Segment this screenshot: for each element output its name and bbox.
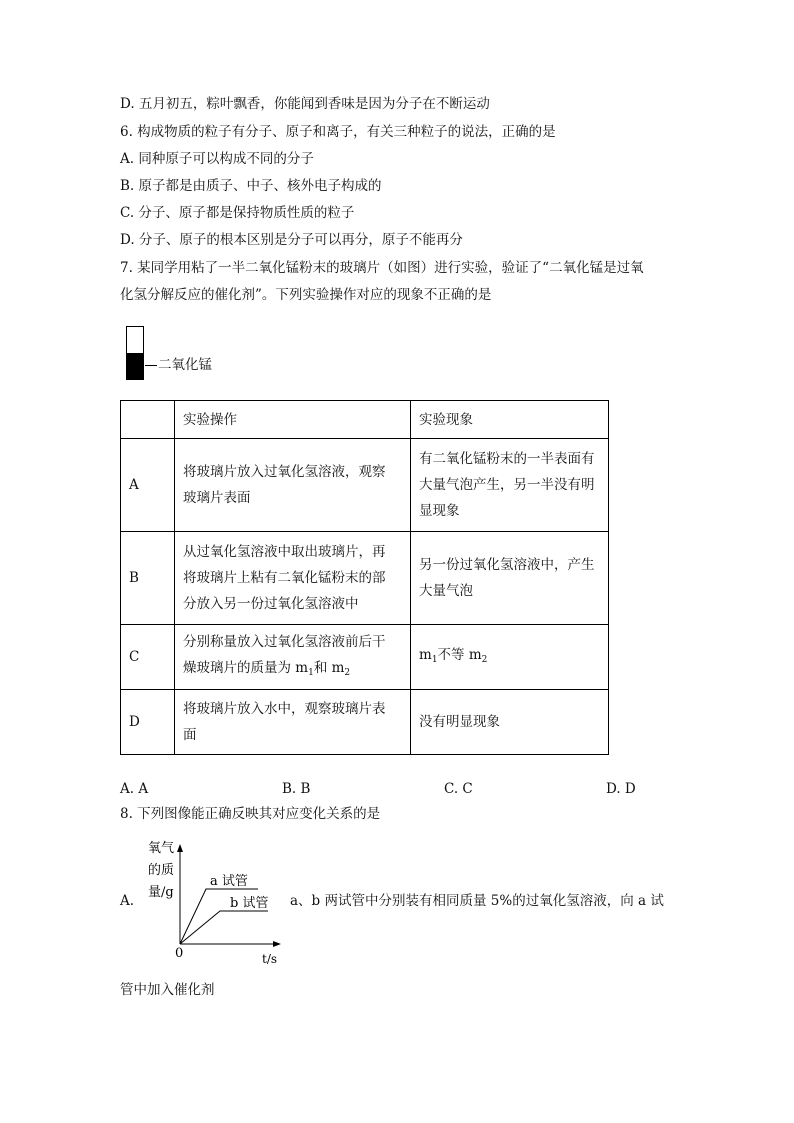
text-line: 和 m <box>313 659 345 676</box>
q5-option-d: D. 五月初五，粽叶飘香，你能闻到香味是因为分子在不断运动 <box>120 96 490 112</box>
header-cell: 实验现象 <box>411 401 609 439</box>
row-label: B <box>121 532 175 625</box>
choice-b: B. B <box>282 781 311 797</box>
subscript: 1 <box>308 667 314 678</box>
text-line: m <box>419 646 432 663</box>
line-a-label: a 试管 <box>210 874 248 889</box>
q6-stem: 6. 构成物质的粒子有分子、原子和离子，有关三种粒子的说法，正确的是 <box>120 124 556 140</box>
observation-cell <box>411 439 609 532</box>
choice-c: C. C <box>444 781 473 797</box>
operation-cell <box>175 532 411 625</box>
header-cell <box>121 401 175 439</box>
row-label: C <box>121 625 175 690</box>
table-row <box>121 439 609 532</box>
text-line: 从过氧化氢溶液中取出玻璃片，再 <box>183 544 386 560</box>
q8-stem: 8. 下列图像能正确反映其对应变化关系的是 <box>120 806 381 822</box>
choice-d: D. D <box>606 781 636 797</box>
observation-cell: 没有明显现象 <box>411 690 609 755</box>
manganese-dioxide-half <box>127 353 143 379</box>
text-line: 大量气泡 <box>419 583 473 599</box>
table-row <box>121 690 609 755</box>
q7-stem-line1: 7. 某同学用粘了一半二氧化锰粉末的玻璃片（如图）进行实验，验证了“二氧化锰是过氧 <box>120 260 644 276</box>
q8-option-a-text: a、b 两试管中分别装有相同质量 5%的过氧化氢溶液，向 a 试 <box>290 893 664 909</box>
text-line: 面 <box>183 727 197 743</box>
text-line: 玻璃片表面 <box>183 490 251 506</box>
figure-label: 二氧化锰 <box>158 357 212 373</box>
text-line: 大量气泡产生，另一半没有明 <box>419 477 595 493</box>
table-row <box>121 625 609 690</box>
oxygen-mass-graph <box>142 836 287 968</box>
row-label: A <box>121 439 175 532</box>
x-axis-label: t/s <box>262 952 278 966</box>
line-b-label: b 试管 <box>230 896 269 911</box>
operation-cell <box>175 690 411 755</box>
q7-stem-line2: 化氢分解反应的催化剂”。下列实验操作对应的现象不正确的是 <box>120 287 492 303</box>
text-line: 不等 m <box>437 646 482 663</box>
y-axis-label-line: 的质 <box>148 863 175 878</box>
subscript: 2 <box>344 667 351 678</box>
text-line: 将玻璃片上粘有二氧化锰粉末的部 <box>183 570 386 586</box>
table-header-row <box>121 401 609 439</box>
text-line: 燥玻璃片的质量为 m <box>183 659 309 676</box>
y-axis-label-line: 量/g <box>148 885 174 900</box>
observation-cell <box>411 532 609 625</box>
q8-option-a-label: A. <box>120 893 135 909</box>
text-line: 将玻璃片放入过氧化氢溶液，观察 <box>183 464 386 480</box>
operation-cell <box>175 625 411 690</box>
subscript: 1 <box>431 654 438 665</box>
q6-option-b: B. 原子都是由质子、中子、核外电子构成的 <box>120 178 382 194</box>
experiment-table <box>120 400 609 755</box>
table-row <box>121 532 609 625</box>
glass-slide-figure <box>126 326 144 380</box>
text-line: 将玻璃片放入水中，观察玻璃片表 <box>183 701 386 717</box>
row-label: D <box>121 690 175 755</box>
y-axis-label-line: 氧气 <box>148 841 175 856</box>
header-cell: 实验操作 <box>175 401 411 439</box>
operation-cell <box>175 439 411 532</box>
text-line: 显现象 <box>419 503 460 519</box>
text-line: 另一份过氧化氢溶液中，产生 <box>419 557 595 573</box>
observation-cell <box>411 625 609 690</box>
choice-a: A. A <box>120 781 149 797</box>
x-axis-arrow <box>273 941 281 947</box>
q6-option-c: C. 分子、原子都是保持物质性质的粒子 <box>120 205 355 221</box>
origin-label: 0 <box>175 946 184 961</box>
y-axis-arrow <box>177 844 183 852</box>
text-line: 分放入另一份过氧化氢溶液中 <box>183 596 359 612</box>
text-line: 有二氧化锰粉末的一半表面有 <box>419 451 595 467</box>
subscript: 2 <box>481 654 488 665</box>
label-leader-line <box>145 365 157 366</box>
text-line: 分别称量放入过氧化氢溶液前后干 <box>183 633 386 650</box>
q8-option-a-continuation: 管中加入催化剂 <box>120 982 215 998</box>
q6-option-a: A. 同种原子可以构成不同的分子 <box>120 151 314 167</box>
q6-option-d: D. 分子、原子的根本区别是分子可以再分，原子不能再分 <box>120 232 463 248</box>
